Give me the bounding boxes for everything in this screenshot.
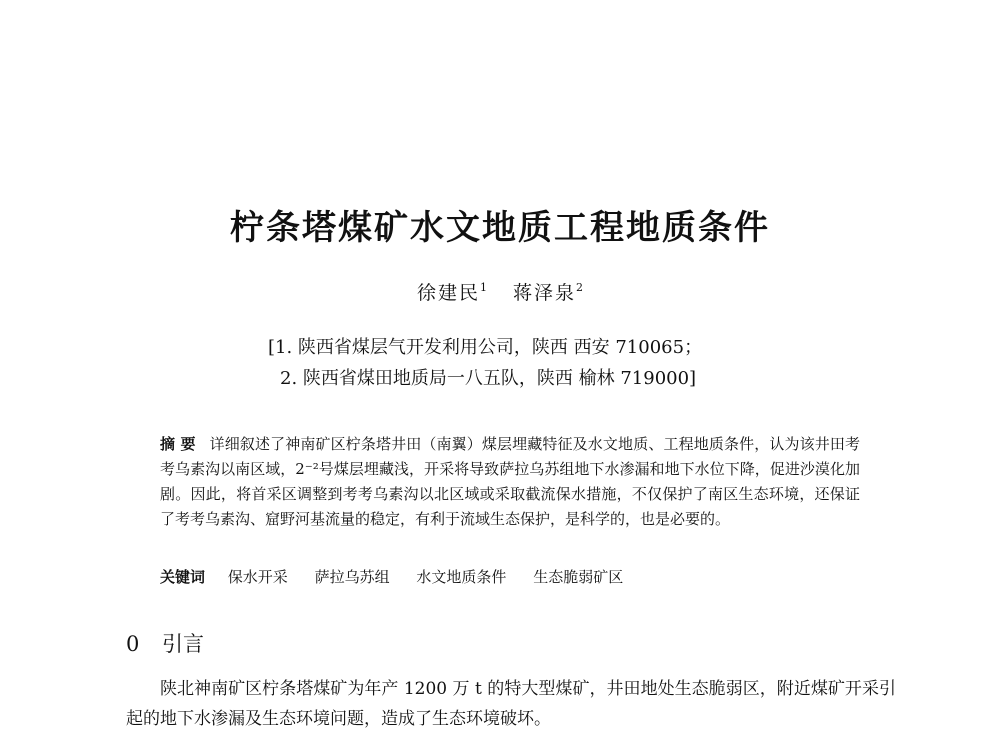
keyword: 水文地质条件: [416, 568, 507, 586]
keyword: 生态脆弱矿区: [533, 568, 624, 586]
abstract: [160, 432, 860, 532]
paper-title: 柠条塔煤矿水文地质工程地质条件: [230, 208, 770, 248]
section-title: 引言: [162, 632, 204, 656]
affiliations: [268, 332, 768, 394]
body-paragraph: 陕北神南矿区柠条塔煤矿为年产 1200 万 t 的特大型煤矿，井田地处生态脆弱区，附近煤矿开采引起的地下水渗漏及生态环境问题，造成了生态环境破坏。: [126, 679, 896, 729]
affiliation-line: [1. 陕西省煤层气开发利用公司，陕西 西安 710065；: [268, 337, 703, 358]
keyword: 萨拉乌苏组: [314, 568, 390, 586]
author-name: 蒋泽泉: [513, 282, 577, 304]
author-affiliation-mark: 1: [480, 281, 487, 294]
author-name: 徐建民: [416, 282, 480, 304]
keywords-label: 关键词: [160, 568, 206, 586]
keyword: 保水开采: [227, 568, 288, 586]
author-affiliation-mark: 2: [576, 281, 584, 294]
abstract-text: 详细叙述了神南矿区柠条塔井田（南翼）煤层埋藏特征及水文地质、工程地质条件，认为该井田考考乌素沟以南区域，2⁻²号煤层埋藏浅，开采将导致萨拉乌苏组地下水渗漏和地下水位下降，促进沙漠化加剧。因此，将首采区调整到考考乌素沟以北区域或采取截流保水措施，不仅保护了南区生态环境，还保证了考考乌素沟、窟野河基流量的稳定，有利于流域生态保护，是科学的，也是必要的。: [160, 435, 860, 528]
abstract-label: 摘 要: [160, 435, 196, 453]
keywords: [160, 566, 860, 587]
section-heading: [126, 628, 204, 658]
affiliation-line: 2. 陕西省煤田地质局一八五队，陕西 榆林 719000]: [280, 368, 697, 389]
section-number: 0: [126, 632, 140, 656]
author-line: [0, 278, 1000, 305]
